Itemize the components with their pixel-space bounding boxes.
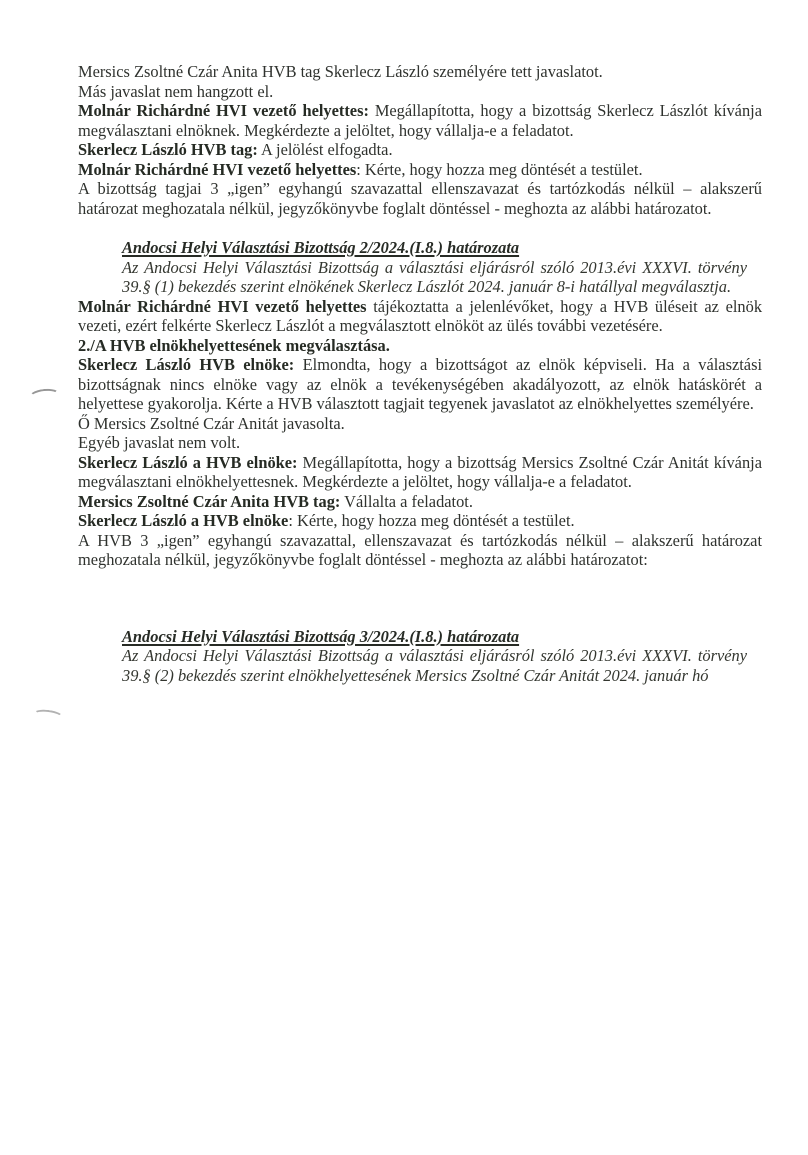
speaker-statement: Vállalta a feladatot. — [340, 491, 473, 511]
speaker-statement: : Kérte, hogy hozza meg döntését a testület. — [356, 159, 643, 179]
speaker-paragraph-skerlecz-establish — [78, 453, 762, 492]
speaker-paragraph-skerlecz-accept — [78, 140, 762, 160]
speaker-name: Skerlecz László HVB tag: — [78, 140, 258, 159]
scan-artifact-curve-2 — [32, 708, 63, 723]
resolution-2-2024-title — [122, 238, 747, 258]
speaker-statement: tájékoztatta a jelenlévőket, hogy a HVB üléseit az elnök vezeti, ezért felkérte Skerlecz Lászlót a megválasztott elnököt az ülés további vezetésére. — [78, 296, 763, 335]
speaker-statement: Megállapította, hogy a bizottság Skerlecz Lászlót kívánja megválasztani elnöknek. Megkérdezte a jelöltet, hogy vállalja-e a feladatot. — [78, 101, 762, 140]
paragraph-no-other-proposal-2: Egyéb javaslat nem volt. — [78, 433, 241, 452]
speaker-name: Skerlecz László HVB elnöke: — [78, 355, 295, 374]
resolution-2-2024-text: Az Andocsi Helyi Választási Bizottság a választási eljárásról szóló 2013.évi XXXVI. törvény 39.§ (1) bekezdés szerint elnökének Skerlecz Lászlót 2024. január 8-i hatállyal megválasztja. — [122, 257, 747, 296]
speaker-statement: : Kérte, hogy hozza meg döntését a testület. — [288, 511, 575, 530]
speaker-paragraph-molnar-inform — [78, 297, 762, 336]
resolution-3-2024-text: Az Andocsi Helyi Választási Bizottság a választási eljárásról szóló 2013.évi XXXVI. törvény 39.§ (2) bekezdés szerint elnökhelyettesének Mersics Zsoltné Czár Anitát 2024. január hó — [122, 646, 747, 685]
resolution-3-2024-title — [122, 627, 747, 647]
paragraph-no-other-proposal: Más javaslat nem hangzott el. — [78, 81, 274, 101]
resolution-title-text: Andocsi Helyi Választási Bizottság 3/2024.(I.8.) határozata — [122, 626, 520, 646]
speaker-paragraph-molnar-decision — [78, 160, 762, 180]
speaker-name: Skerlecz László a HVB elnöke — [78, 511, 289, 530]
resolution-2-2024-block — [122, 238, 747, 297]
speaker-paragraph-mersics-accept — [78, 492, 762, 512]
paragraph-proposal-mersics: Ő Mersics Zsoltné Czár Anitát javasolta. — [78, 413, 345, 433]
speaker-name: Mersics Zsoltné Czár Anita HVB tag: — [78, 491, 341, 511]
speaker-statement: Megállapította, hogy a bizottság Mersics Zsoltné Czár Anitát kívánja megválasztani elnökhelyettesnek. Megkérdezte a jelöltet, hogy vállalja-e a feladatot. — [78, 452, 762, 491]
resolution-3-2024-block — [122, 627, 747, 686]
paragraph-nomination-skerlecz: Mersics Zsoltné Czár Anita HVB tag Skerlecz László személyére tett javaslatot. — [78, 62, 603, 81]
resolution-title-text: Andocsi Helyi Választási Bizottság 2/2024.(I.8.) határozata — [122, 238, 520, 257]
speaker-paragraph-molnar-establish — [78, 101, 762, 140]
speaker-statement: A jelölést elfogadta. — [257, 140, 393, 159]
speaker-name: Skerlecz László a HVB elnöke: — [78, 452, 298, 472]
speaker-paragraph-skerlecz-decision — [78, 511, 762, 531]
speaker-name: Molnár Richárdné HVI vezető helyettes — [78, 296, 367, 316]
scan-artifact-curve-1 — [28, 387, 60, 404]
speaker-name: Molnár Richárdné HVI vezető helyettes — [78, 159, 357, 179]
speaker-statement: Elmondta, hogy a bizottságot az elnök képviseli. Ha a választási bizottságnak nincs elnöke vagy az elnök a tevékenységében akadályozott, az elnök hatáskörét a helyettese gyakorolja. Kérte a HVB választott tagjait tegyenek javaslatot az elnökhelyettes személyére. — [78, 355, 763, 413]
speaker-paragraph-skerlecz-explain — [78, 355, 762, 414]
section-heading-2: 2./A HVB elnökhelyettesének megválasztása. — [78, 335, 390, 355]
paragraph-vote-result-1: A bizottság tagjai 3 „igen” egyhangú szavazattal ellenszavazat és tartózkodás nélkül – alakszerű határozat meghozatala nélkül, jegyzőkönyvbe foglalt döntéssel - meghozta az alábbi határozatot. — [78, 179, 762, 218]
speaker-name: Molnár Richárdné HVI vezető helyettes: — [78, 101, 369, 120]
paragraph-vote-result-2: A HVB 3 „igen” egyhangú szavazattal, ellenszavazat és tartózkodás nélkül – alakszerű határozat meghozatala nélkül, jegyzőkönyvbe foglalt döntéssel - meghozta az alábbi határozatot: — [78, 530, 762, 569]
